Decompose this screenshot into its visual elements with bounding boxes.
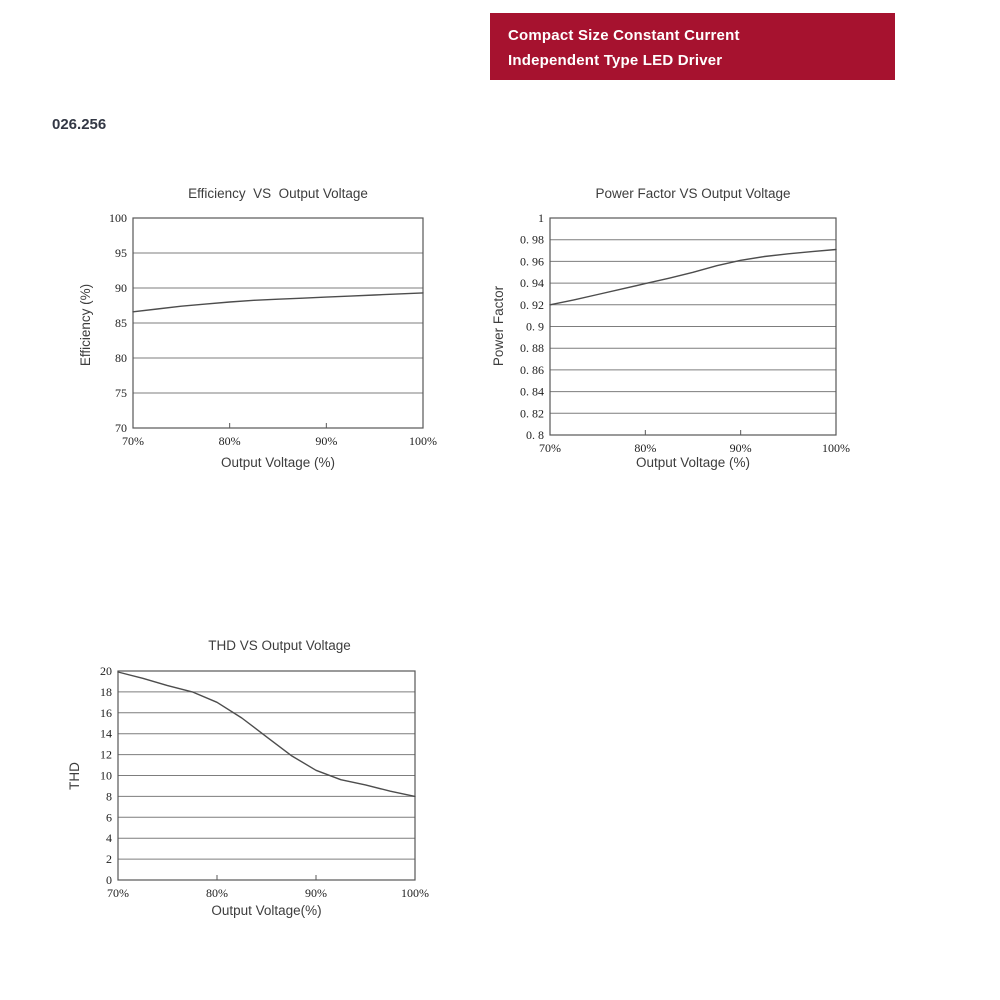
svg-text:80%: 80% [634,441,657,455]
power-factor-chart-title: Power Factor VS Output Voltage [595,186,791,201]
thd-y-axis-label: THD [67,762,82,790]
svg-text:100%: 100% [401,886,429,900]
svg-text:2: 2 [106,852,112,867]
power-factor-y-axis-label: Power Factor [491,285,506,367]
svg-text:14: 14 [100,726,112,741]
banner-line-2: Independent Type LED Driver [508,52,723,69]
svg-text:80%: 80% [206,886,228,900]
svg-text:6: 6 [106,810,112,825]
svg-text:70%: 70% [122,434,144,448]
svg-text:75: 75 [115,386,127,400]
efficiency-y-axis-label: Efficiency (%) [78,283,93,367]
svg-text:0. 84: 0. 84 [520,384,544,399]
svg-text:0. 94: 0. 94 [520,276,544,291]
svg-text:90%: 90% [315,434,338,448]
svg-text:100: 100 [109,211,127,225]
power-factor-plot [508,210,856,463]
svg-text:0. 88: 0. 88 [520,341,544,356]
svg-text:90: 90 [115,281,127,295]
svg-text:90%: 90% [305,886,327,900]
svg-text:80%: 80% [218,434,241,448]
banner-line-1: Compact Size Constant Current [508,27,740,44]
svg-text:80: 80 [115,351,127,365]
thd-plot [76,663,435,908]
svg-text:100%: 100% [822,441,850,455]
svg-text:16: 16 [100,705,112,720]
svg-text:10: 10 [100,768,112,783]
thd-chart-title: THD VS Output Voltage [208,638,351,653]
svg-text:0. 9: 0. 9 [526,319,544,334]
svg-text:70: 70 [115,421,127,435]
svg-text:0. 92: 0. 92 [520,297,544,312]
svg-text:0. 86: 0. 86 [520,362,544,377]
power-factor-x-axis-label: Output Voltage (%) [635,455,751,470]
svg-text:70%: 70% [539,441,561,455]
efficiency-plot [91,210,443,456]
svg-text:12: 12 [100,747,112,762]
svg-text:90%: 90% [729,441,752,455]
svg-text:0: 0 [106,873,112,887]
efficiency-x-axis-label: Output Voltage (%) [220,455,336,470]
svg-text:70%: 70% [107,886,129,900]
svg-text:95: 95 [115,246,127,260]
svg-text:85: 85 [115,316,127,330]
thd-x-axis-label: Output Voltage(%) [211,903,322,918]
svg-text:0. 96: 0. 96 [520,254,544,269]
svg-text:100%: 100% [409,434,437,448]
svg-text:20: 20 [100,664,112,678]
efficiency-chart-title: Efficiency VS Output Voltage [188,186,368,201]
svg-text:18: 18 [100,684,112,699]
svg-text:4: 4 [106,831,112,846]
svg-text:8: 8 [106,789,112,804]
svg-text:0. 98: 0. 98 [520,232,544,247]
svg-text:1: 1 [538,211,544,225]
svg-text:0. 82: 0. 82 [520,406,544,421]
part-number: 026.256 [52,116,107,133]
product-banner [490,13,895,80]
svg-text:0. 8: 0. 8 [526,428,544,442]
